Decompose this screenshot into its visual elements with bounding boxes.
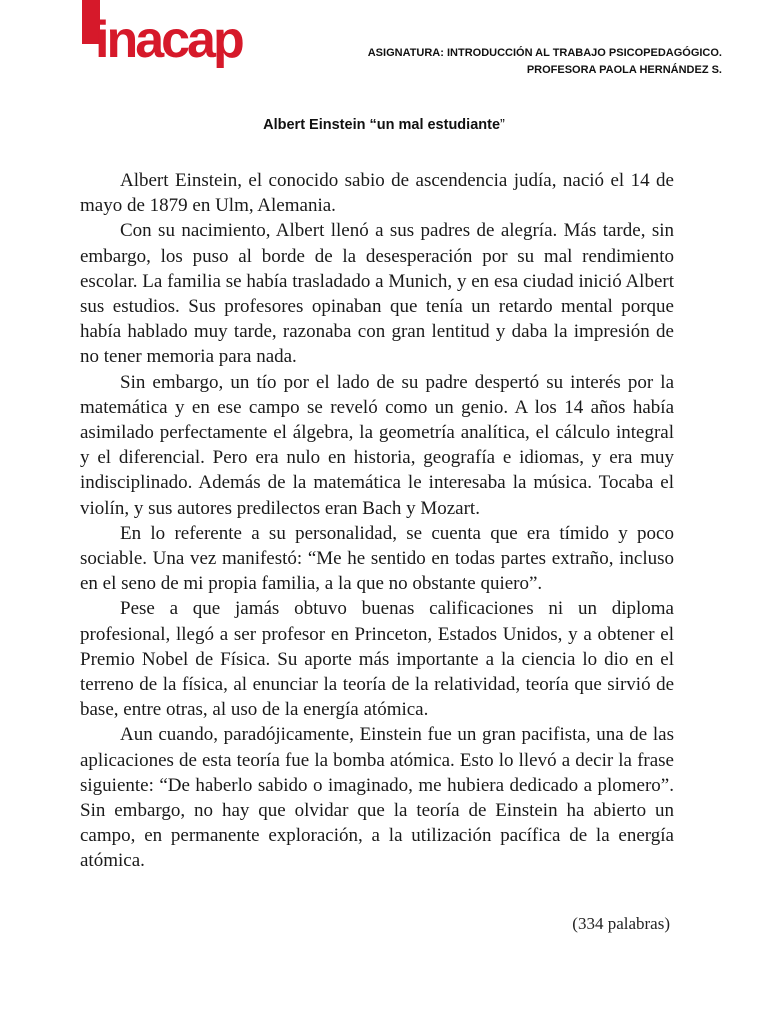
title-closing-quote: ” (500, 117, 505, 133)
paragraph-1: Albert Einstein, el conocido sabio de ascendencia judía, nació el 14 de mayo de 1879 en Ulm, Alemania. (80, 170, 674, 217)
word-count: (334 palabras) (572, 914, 670, 933)
paragraph-2: Con su nacimiento, Albert llenó a sus padres de alegría. Más tarde, sin embargo, los puso al borde de la desesperación por su mal rendimiento escolar. La familia se había trasladado a Munich, y en esa ciudad inició Albert sus estudios. Sus profesores opinaban que tenía un retardo mental porque había hablado muy tarde, razonaba con gran lentitud y daba la impresión de no tener memoria para nada. (80, 220, 674, 368)
reading-text (80, 168, 674, 874)
title-main: Albert Einstein “un mal estudiante (263, 117, 501, 133)
paragraph-5: Pese a que jamás obtuvo buenas calificaciones ni un diploma profesional, llegó a ser profesor en Princeton, Estados Unidos, y a obtener el Premio Nobel de Física. Su aporte más importante a la ciencia lo dio en el terreno de la física, al enunciar la teoría de la relatividad, teoría que sirvió de base, entre otras, al uso de la energía atómica. (80, 598, 674, 721)
paragraph-3: Sin embargo, un tío por el lado de su padre despertó su interés por la matemática y en ese campo se reveló como un genio. A los 14 años había asimilado perfectamente el álgebra, la geometría analítica, el cálculo integral y el diferencial. Pero era nulo en historia, geografía e idiomas, y era muy indisciplinado. Además de la matemática le interesaba la música. Tocaba el violín, y sus autores predilectos eran Bach y Mozart. (80, 371, 674, 519)
document-title (0, 117, 768, 133)
teacher-line: PROFESORA PAOLA HERNÁNDEZ S. (526, 64, 722, 76)
paragraph-4: En lo referente a su personalidad, se cuenta que era tímido y poco sociable. Una vez manifestó: “Me he sentido en todas partes extraño, incluso en el seno de mi propia familia, a la que no obstante quiero”. (80, 522, 674, 595)
inacap-logo (82, 0, 242, 76)
course-header (368, 45, 722, 79)
subject-line: ASIGNATURA: INTRODUCCIÓN AL TRABAJO PSICOPEDAGÓGICO. (367, 47, 722, 59)
paragraph-6: Aun cuando, paradójicamente, Einstein fue un gran pacifista, una de las aplicaciones de esta teoría fue la bomba atómica. Esto lo llevó a decir la frase siguiente: “De haberlo sabido o imaginado, me hubiera dedicado a plomero”. Sin embargo, no hay que olvidar que la teoría de Einstein ha abierto un campo, en permanente exploración, a la utilización pacífica de la energía atómica. (80, 724, 674, 872)
logo-text: inacap (95, 11, 242, 69)
